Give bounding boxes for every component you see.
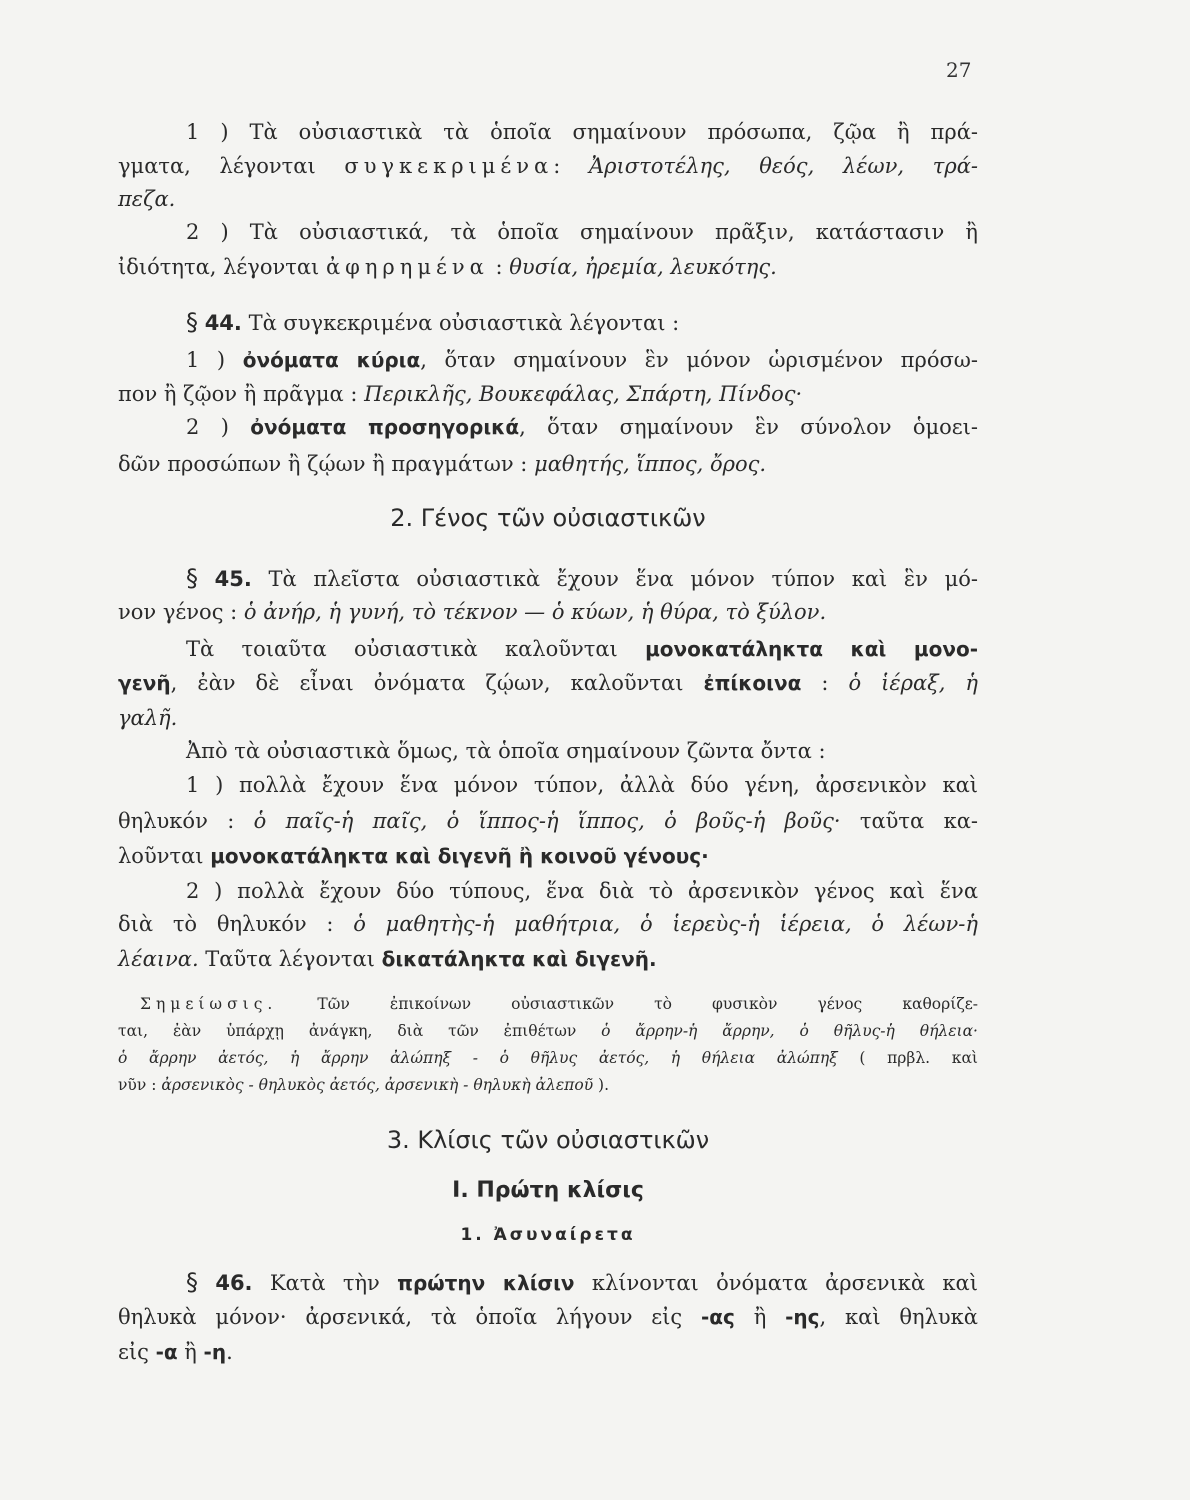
- text-line: λέαινα. Ταῦτα λέγονται δικατάληκτα καὶ διγενῆ.: [118, 947, 657, 971]
- text-line: 2 ) πολλὰ ἔχουν δύο τύπους, ἕνα διὰ τὸ ἀρσενικὸν γένος καὶ ἕνα: [186, 879, 978, 903]
- text-line: διὰ τὸ θηλυκόν : ὁ μαθητὴς-ἡ μαθήτρια, ὁ ἱερεὺς-ἡ ἱέρεια, ὁ λέων-ἡ: [118, 912, 978, 936]
- heading-first-declension: Ι. Πρώτη κλίσις: [452, 1178, 644, 1203]
- section-45: § 45. Τὰ πλεῖστα οὐσιαστικὰ ἔχουν ἕνα μόνον τύπον καὶ ἓν μό-: [186, 564, 978, 592]
- text-line: Ἀπὸ τὰ οὐσιαστικὰ ὅμως, τὰ ὁποῖα σημαίνουν ζῶντα ὄντα :: [186, 739, 826, 763]
- text-line: νον γένος : ὁ ἀνήρ, ἡ γυνή, τὸ τέκνον — ὁ κύων, ἡ θύρα, τὸ ξύλον.: [118, 600, 827, 624]
- text-line: γενῆ, ἐὰν δὲ εἶναι ὀνόματα ζῴων, καλοῦνται ἐπίκοινα : ὁ ἱέραξ, ἡ: [118, 671, 978, 695]
- heading-declension: 3. Κλίσις τῶν οὐσιαστικῶν: [386, 1126, 710, 1154]
- text-line: 2 ) ὀνόματα προσηγορικά, ὅταν σημαίνουν ἓν σύνολον ὁμοει-: [186, 415, 978, 439]
- heading-uncontracted: 1. Ἀσυναίρετα: [460, 1225, 636, 1245]
- text-line: 2 ) Τὰ οὐσιαστικά, τὰ ὁποῖα σημαίνουν πρᾶξιν, κατάστασιν ἢ: [186, 220, 978, 244]
- text-line: θηλυκὰ μόνον· ἀρσενικά, τὰ ὁποῖα λήγουν εἰς -ας ἢ -ης, καὶ θηλυκὰ: [118, 1305, 978, 1329]
- text-line: ἰδιότητα, λέγονται ἀφηρημένα : θυσία, ἠρεμία, λευκότης.: [118, 255, 777, 279]
- text-line: 1 ) Τὰ οὐσιαστικὰ τὰ ὁποῖα σημαίνουν πρόσωπα, ζῷα ἢ πρά-: [186, 120, 978, 144]
- page-number: 27: [946, 58, 972, 82]
- text-line: λοῦνται μονοκατάληκτα καὶ διγενῆ ἢ κοινοῦ γένους·: [118, 844, 709, 868]
- text-line: γαλῆ.: [118, 706, 178, 730]
- note-line: νῦν : ἀρσενικὸς - θηλυκὸς ἀετός, ἀρσενικὴ - θηλυκὴ ἀλεποῦ ).: [118, 1076, 610, 1094]
- text-line: πεζα.: [118, 187, 176, 211]
- note-line: ται, ἐὰν ὑπάρχῃ ἀνάγκη, διὰ τῶν ἐπιθέτων ὁ ἄρρην-ἡ ἄρρην, ὁ θῆλυς-ἡ θήλεια·: [118, 1022, 978, 1040]
- text-line: εἰς -α ἢ -η.: [118, 1340, 233, 1364]
- text-line: πον ἢ ζῷον ἢ πρᾶγμα : Περικλῆς, Βουκεφάλας, Σπάρτη, Πίνδος·: [118, 382, 803, 406]
- text-line: γματα, λέγονται συγκεκριμένα: Ἀριστοτέλης, θεός, λέων, τρά-: [118, 154, 978, 178]
- text-line: 1 ) ὀνόματα κύρια, ὅταν σημαίνουν ἓν μόνον ὡρισμένον πρόσω-: [186, 348, 979, 372]
- note-line: ὁ ἄρρην ἀετός, ἡ ἄρρην ἀλώπηξ - ὁ θῆλυς ἀετός, ἡ θήλεια ἀλώπηξ ( πρβλ. καὶ: [118, 1049, 978, 1067]
- text-line: δῶν προσώπων ἢ ζῴων ἢ πραγμάτων : μαθητής, ἵππος, ὄρος.: [118, 452, 767, 476]
- text-line: Τὰ τοιαῦτα οὐσιαστικὰ καλοῦνται μονοκατάληκτα καὶ μονο-: [186, 637, 979, 661]
- heading-gender: 2. Γένος τῶν οὐσιαστικῶν: [390, 504, 706, 532]
- text-line: θηλυκόν : ὁ παῖς-ἡ παῖς, ὁ ἵππος-ἡ ἵππος, ὁ βοῦς-ἡ βοῦς· ταῦτα κα-: [118, 809, 978, 833]
- section-46: § 46. Κατὰ τὴν πρώτην κλίσιν κλίνονται ὀνόματα ἀρσενικὰ καὶ: [186, 1268, 978, 1296]
- section-44: § 44. Τὰ συγκεκριμένα οὐσιαστικὰ λέγονται :: [186, 308, 680, 336]
- note-line: Σημείωσις. Τῶν ἐπικοίνων οὐσιαστικῶν τὸ φυσικὸν γένος καθορίζε-: [140, 995, 978, 1013]
- text-line: 1 ) πολλὰ ἔχουν ἕνα μόνον τύπον, ἀλλὰ δύο γένη, ἀρσενικὸν καὶ: [186, 773, 978, 797]
